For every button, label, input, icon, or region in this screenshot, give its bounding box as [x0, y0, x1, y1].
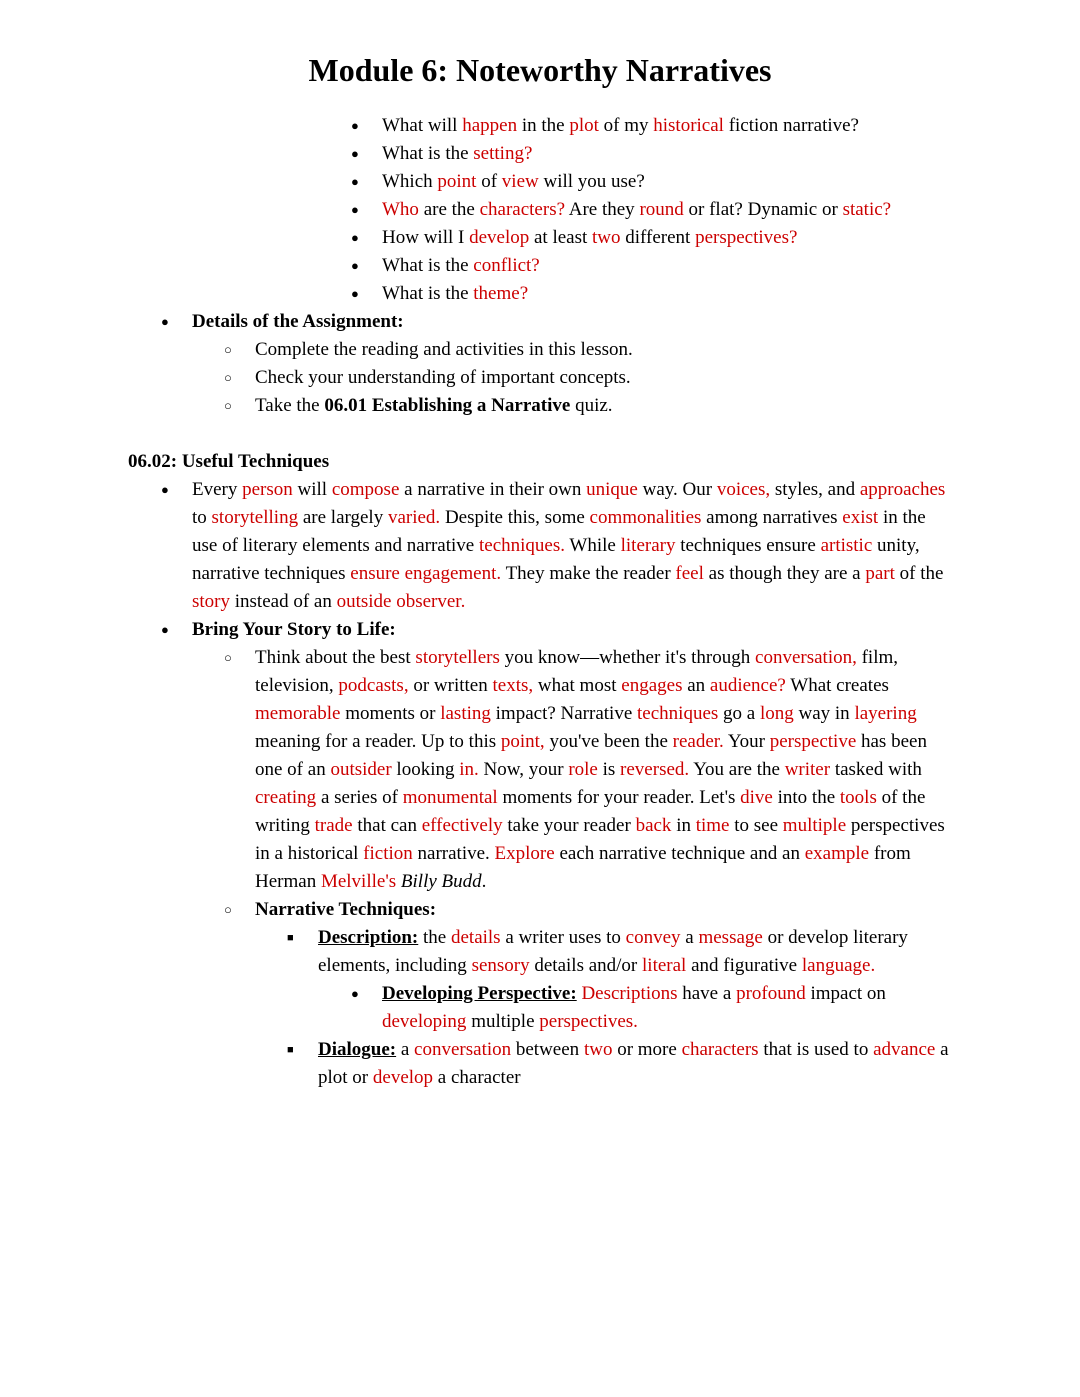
highlighted-term: commonalities: [589, 507, 702, 528]
highlighted-term: two: [583, 1039, 613, 1060]
list-item-text: [192, 308, 952, 336]
text-run: What is the: [382, 255, 474, 276]
highlighted-term: historical: [653, 115, 724, 136]
text-run: perspectives in a historical: [255, 815, 945, 864]
highlighted-term: characters?: [479, 199, 566, 220]
text-run: the: [418, 927, 451, 948]
highlighted-term: literal: [642, 955, 687, 976]
text-run: have a: [677, 983, 737, 1004]
list-item: [128, 896, 952, 924]
document-title: Module 6: Noteworthy Narratives: [308, 52, 772, 88]
highlighted-term: role: [568, 759, 598, 780]
text-run: a: [396, 1039, 415, 1060]
highlighted-term: conversation: [414, 1039, 512, 1060]
highlighted-term: round: [639, 199, 684, 220]
text-run: Billy Budd: [400, 871, 482, 892]
text-run: moments for your reader. Let's: [497, 787, 741, 808]
text-run: impact? Narrative: [490, 703, 638, 724]
text-run: a: [680, 927, 699, 948]
text-run: Now, your: [478, 759, 569, 780]
text-run: has been one of an: [255, 731, 927, 780]
highlighted-term: dive: [740, 787, 773, 808]
text-run: tasked with: [830, 759, 922, 780]
highlighted-term: creating: [255, 787, 317, 808]
text-run: at least: [529, 227, 593, 248]
highlighted-term: approaches: [859, 479, 946, 500]
text-run: multiple: [466, 1011, 540, 1032]
text-run: to: [192, 507, 212, 528]
text-run: unity, narrative techniques: [192, 535, 920, 584]
text-run: an: [682, 675, 710, 696]
text-run: way in: [793, 703, 855, 724]
list-item: [128, 252, 952, 280]
text-run: you've been the: [544, 731, 673, 752]
highlighted-term: outsider: [330, 759, 392, 780]
highlighted-term: point,: [500, 731, 545, 752]
text-run: in the: [517, 115, 570, 136]
highlighted-term: monumental: [402, 787, 498, 808]
highlighted-term: techniques.: [479, 535, 566, 556]
text-run: moments or: [340, 703, 441, 724]
list-item-text: [255, 392, 952, 420]
list-item: [128, 616, 952, 644]
highlighted-term: profound: [736, 983, 806, 1004]
list-item: [128, 1036, 952, 1092]
text-run: looking: [391, 759, 460, 780]
highlighted-term: develop: [372, 1067, 434, 1088]
highlighted-term: writer: [784, 759, 831, 780]
text-run: Take the: [255, 395, 325, 416]
text-run: narrative.: [412, 843, 495, 864]
list-item-text: [382, 280, 952, 308]
highlighted-term: ensure engagement.: [350, 563, 502, 584]
list-item-text: [382, 168, 952, 196]
text-run: that can: [352, 815, 422, 836]
highlighted-term: story: [192, 591, 230, 612]
bullet-square-icon: ■: [287, 932, 294, 944]
highlighted-term: layering: [854, 703, 917, 724]
highlighted-term: Descriptions: [581, 983, 678, 1004]
text-run: .: [481, 871, 487, 892]
list-item: [128, 980, 952, 1036]
bullet-disc-icon: ●: [351, 174, 359, 189]
list-item: [128, 140, 952, 168]
list-item-text: [382, 980, 952, 1036]
text-run: a narrative in their own: [399, 479, 587, 500]
text-run: Every: [192, 479, 243, 500]
highlighted-term: long: [759, 703, 794, 724]
highlighted-term: perspectives.: [539, 1011, 638, 1032]
highlighted-term: trade: [314, 815, 353, 836]
list-item-text: [382, 112, 952, 140]
highlighted-term: back: [635, 815, 672, 836]
text-run: of: [476, 171, 502, 192]
text-run: meaning for a reader. Up to this: [255, 731, 501, 752]
highlighted-term: theme?: [473, 283, 529, 304]
text-run: 06.01 Establishing a Narrative: [324, 395, 571, 416]
highlighted-term: setting?: [473, 143, 533, 164]
text-run: or develop literary elements, including: [318, 927, 908, 976]
text-run: and figurative: [686, 955, 802, 976]
section-heading: [128, 448, 952, 476]
list-item: [128, 112, 952, 140]
list-item-text: [192, 476, 952, 616]
list-item: [128, 364, 952, 392]
list-item: [128, 476, 952, 616]
text-run: quiz.: [570, 395, 613, 416]
highlighted-term: reader.: [672, 731, 724, 752]
highlighted-term: develop: [469, 227, 530, 248]
list-item: [128, 308, 952, 336]
text-run: of the: [894, 563, 944, 584]
highlighted-term: varied.: [387, 507, 441, 528]
bullet-circle-icon: ○: [224, 650, 232, 665]
blank-line: [128, 420, 952, 448]
text-run: will: [292, 479, 332, 500]
text-run: are largely: [298, 507, 388, 528]
highlighted-term: two: [592, 227, 621, 248]
bullet-disc-icon: ●: [161, 314, 169, 329]
text-run: in the use of literary elements and narrative: [192, 507, 926, 556]
text-run: a writer uses to: [500, 927, 626, 948]
bullet-square-icon: ■: [287, 1044, 294, 1056]
highlighted-term: characters: [681, 1039, 759, 1060]
text-run: What creates: [785, 675, 889, 696]
text-run: take your reader: [502, 815, 636, 836]
text-run: Complete the reading and activities in this lesson.: [255, 339, 633, 360]
text-run: fiction narrative?: [723, 115, 859, 136]
text-run: are the: [418, 199, 480, 220]
text-run: from Herman: [255, 843, 911, 892]
highlighted-term: engages: [621, 675, 683, 696]
text-run: in: [671, 815, 696, 836]
list-item-text: [255, 336, 952, 364]
text-run: details and/or: [529, 955, 643, 976]
text-run: of my: [598, 115, 654, 136]
text-run: go a: [718, 703, 760, 724]
text-run: Check your understanding of important concepts.: [255, 367, 631, 388]
highlighted-term: fiction: [363, 843, 413, 864]
text-run: a series of: [316, 787, 403, 808]
list-item: [128, 336, 952, 364]
highlighted-term: perspectives?: [695, 227, 798, 248]
highlighted-term: sensory: [471, 955, 530, 976]
list-item-text: [382, 252, 952, 280]
text-run: Developing Perspective:: [382, 983, 577, 1004]
bullet-disc-icon: ●: [161, 482, 169, 497]
text-run: 06.02: Useful Techniques: [128, 451, 330, 472]
text-run: Bring Your Story to Life:: [192, 619, 396, 640]
highlighted-term: time: [695, 815, 730, 836]
text-run: Dialogue:: [318, 1039, 397, 1060]
highlighted-term: developing: [382, 1011, 467, 1032]
text-run: among narratives: [701, 507, 843, 528]
highlighted-term: plot: [569, 115, 599, 136]
highlighted-term: storytellers: [415, 647, 500, 668]
text-run: They make the reader: [501, 563, 676, 584]
bullet-disc-icon: ●: [351, 118, 359, 133]
text-run: way. Our: [637, 479, 717, 500]
text-run: a plot or: [318, 1039, 949, 1088]
text-run: What will: [382, 115, 463, 136]
text-run: Think about the best: [255, 647, 416, 668]
highlighted-term: compose: [331, 479, 400, 500]
bullet-circle-icon: ○: [224, 902, 232, 917]
text-run: Description:: [318, 927, 419, 948]
highlighted-term: tools: [839, 787, 877, 808]
text-run: film, television,: [255, 647, 899, 696]
document-body: [128, 112, 952, 1092]
list-item: [128, 196, 952, 224]
text-run: is: [597, 759, 621, 780]
highlighted-term: feel: [675, 563, 704, 584]
highlighted-term: perspective: [769, 731, 857, 752]
list-item-text: [255, 364, 952, 392]
list-item: [128, 224, 952, 252]
list-item-text: [192, 616, 952, 644]
highlighted-term: outside observer.: [336, 591, 466, 612]
list-item: [128, 392, 952, 420]
bullet-circle-icon: ○: [224, 342, 232, 357]
highlighted-term: artistic: [820, 535, 873, 556]
highlighted-term: message: [698, 927, 763, 948]
text-run: What is the: [382, 283, 474, 304]
highlighted-term: exist: [842, 507, 879, 528]
highlighted-term: details: [450, 927, 501, 948]
list-item-text: [255, 644, 952, 896]
highlighted-term: static?: [842, 199, 892, 220]
text-run: You are the: [689, 759, 785, 780]
highlighted-term: view: [501, 171, 539, 192]
highlighted-term: audience?: [709, 675, 786, 696]
highlighted-term: literary: [620, 535, 676, 556]
highlighted-term: Explore: [494, 843, 555, 864]
list-item: [128, 924, 952, 980]
text-run: techniques ensure: [675, 535, 821, 556]
text-run: Are they: [565, 199, 640, 220]
text-run: each narrative technique and an: [554, 843, 805, 864]
text-run: While: [565, 535, 621, 556]
list-item-text: [318, 1036, 952, 1092]
highlighted-term: unique: [586, 479, 638, 500]
bullet-circle-icon: ○: [224, 370, 232, 385]
list-item: [128, 644, 952, 896]
highlighted-term: voices,: [716, 479, 771, 500]
highlighted-term: lasting: [440, 703, 491, 724]
list-item: [128, 280, 952, 308]
bullet-disc-icon: ●: [351, 986, 359, 1001]
text-run: Your: [723, 731, 770, 752]
highlighted-term: Who: [382, 199, 419, 220]
bullet-disc-icon: ●: [351, 258, 359, 273]
highlighted-term: storytelling: [211, 507, 299, 528]
text-run: How will I: [382, 227, 470, 248]
text-run: What is the: [382, 143, 474, 164]
highlighted-term: person: [242, 479, 293, 500]
bullet-disc-icon: ●: [351, 146, 359, 161]
bullet-circle-icon: ○: [224, 398, 232, 413]
highlighted-term: happen: [462, 115, 518, 136]
bullet-disc-icon: ●: [351, 202, 359, 217]
text-run: or more: [612, 1039, 682, 1060]
text-run: a character: [433, 1067, 521, 1088]
highlighted-term: techniques: [637, 703, 719, 724]
text-run: Which: [382, 171, 438, 192]
highlighted-term: in.: [459, 759, 479, 780]
highlighted-term: effectively: [421, 815, 503, 836]
text-run: or written: [408, 675, 493, 696]
list-item-text: [382, 196, 952, 224]
text-run: Despite this, some: [440, 507, 590, 528]
highlighted-term: podcasts,: [338, 675, 409, 696]
text-run: into the: [772, 787, 840, 808]
text-run: impact on: [805, 983, 886, 1004]
text-run: to see: [729, 815, 783, 836]
text-run: or flat? Dynamic or: [683, 199, 843, 220]
text-run: you know—whether it's through: [499, 647, 756, 668]
highlighted-term: texts,: [492, 675, 534, 696]
bullet-disc-icon: ●: [351, 286, 359, 301]
list-item-text: [255, 896, 952, 924]
bullet-disc-icon: ●: [161, 622, 169, 637]
text-run: instead of an: [230, 591, 337, 612]
highlighted-term: example: [804, 843, 870, 864]
text-run: styles, and: [770, 479, 860, 500]
list-item-text: [382, 140, 952, 168]
highlighted-term: convey: [625, 927, 681, 948]
text-run: as though they are a: [703, 563, 866, 584]
highlighted-term: Melville's: [320, 871, 397, 892]
text-run: between: [511, 1039, 584, 1060]
highlighted-term: multiple: [782, 815, 847, 836]
highlighted-term: conversation,: [755, 647, 857, 668]
highlighted-term: memorable: [255, 703, 341, 724]
text-run: different: [620, 227, 696, 248]
text-run: Narrative Techniques:: [255, 899, 437, 920]
text-run: that is used to: [758, 1039, 874, 1060]
highlighted-term: part: [865, 563, 895, 584]
bullet-disc-icon: ●: [351, 230, 359, 245]
highlighted-term: reversed.: [620, 759, 690, 780]
highlighted-term: language.: [801, 955, 876, 976]
text-run: Details of the Assignment:: [192, 311, 404, 332]
list-item-text: [382, 224, 952, 252]
highlighted-term: conflict?: [473, 255, 540, 276]
list-item-text: [318, 924, 952, 980]
highlighted-term: point: [437, 171, 477, 192]
text-run: of the writing: [255, 787, 926, 836]
text-run: what most: [533, 675, 622, 696]
highlighted-term: advance: [873, 1039, 936, 1060]
list-item: [128, 168, 952, 196]
text-run: will you use?: [538, 171, 645, 192]
